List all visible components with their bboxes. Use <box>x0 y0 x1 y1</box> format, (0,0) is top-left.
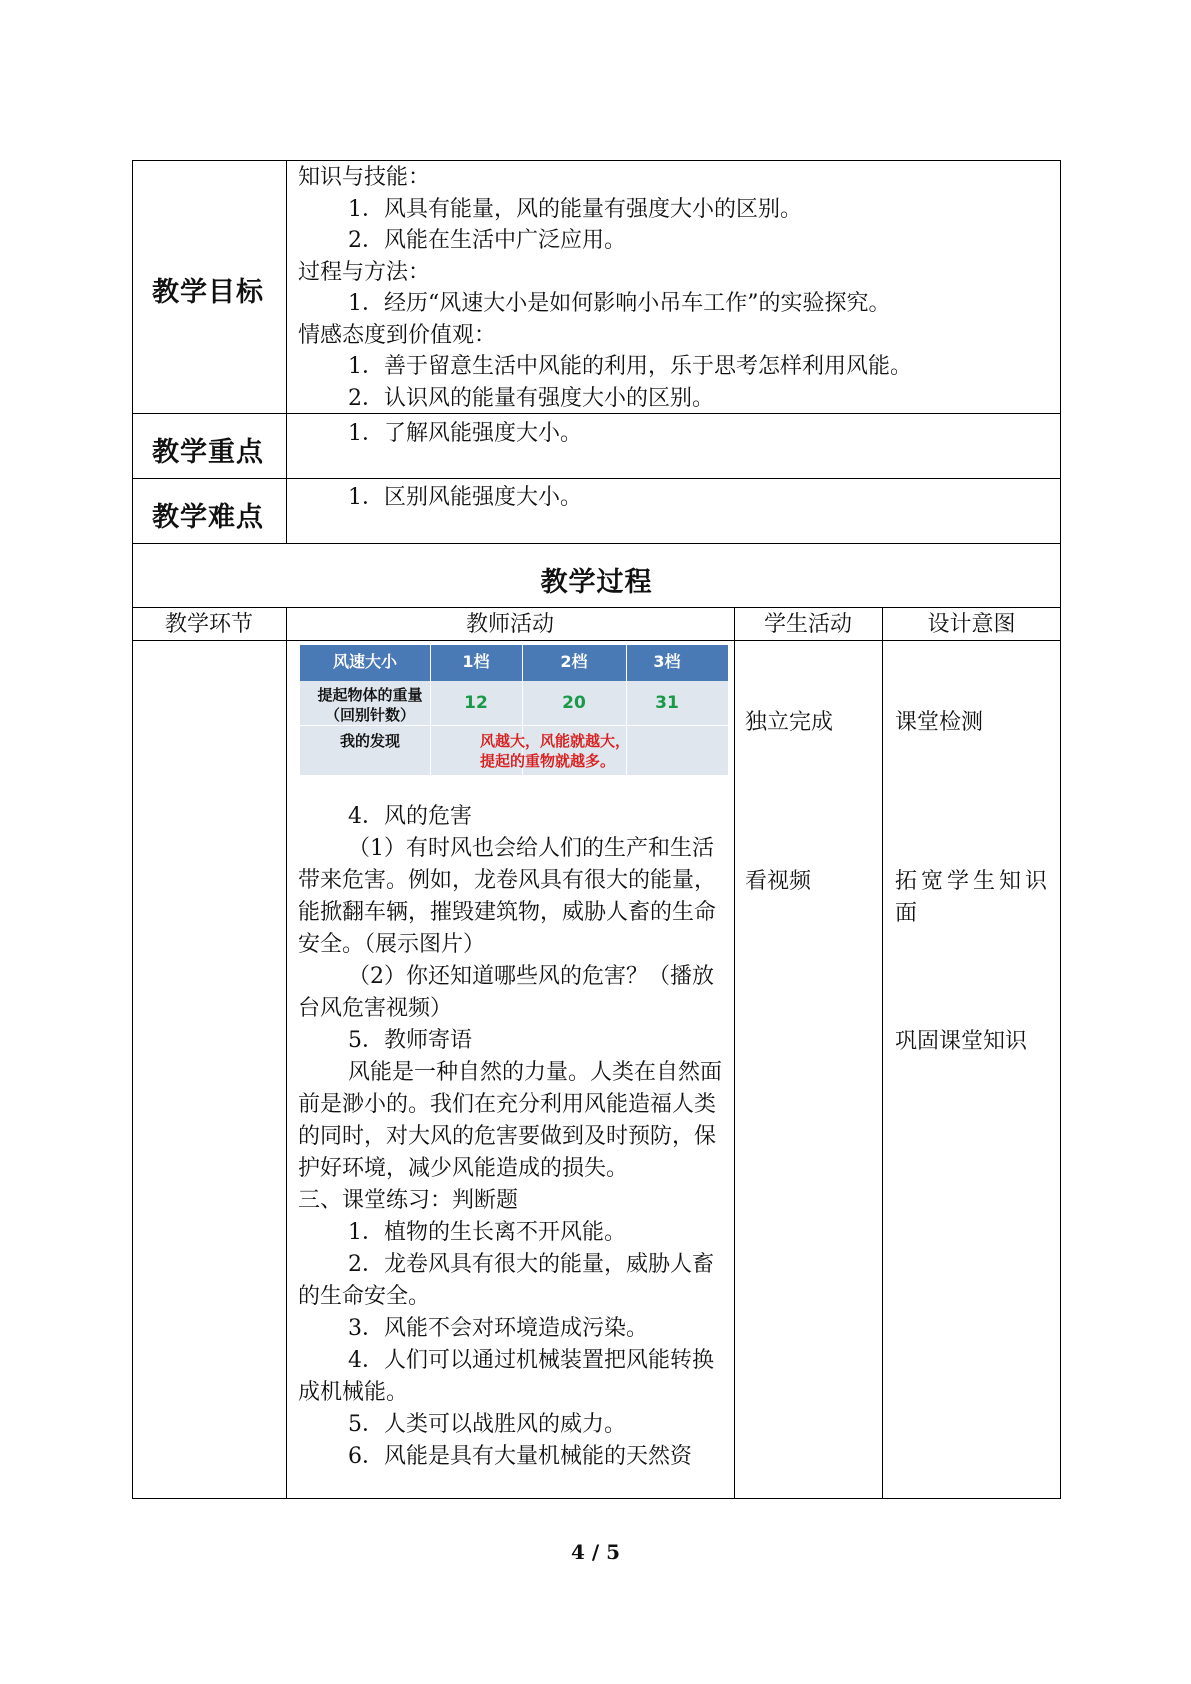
row-divider <box>132 543 1061 544</box>
teacher-paragraph: 6．风能是具有大量机械能的天然资 <box>348 1444 692 1469</box>
key-point-label: 教学重点 <box>152 437 264 468</box>
column-header: 教学环节 <box>164 612 253 637</box>
wind-table-value: 31 <box>655 693 679 713</box>
teacher-paragraph: 三、课堂练习：判断题 <box>298 1188 519 1213</box>
process-title: 教学过程 <box>540 567 653 598</box>
column-header: 学生活动 <box>763 612 852 637</box>
teacher-paragraph: 5．人类可以战胜风的威力。 <box>348 1412 626 1437</box>
wind-table-header: 风速大小 <box>332 652 397 671</box>
teacher-paragraph: 2．龙卷风具有很大的能量，威胁人畜的生命安全。 <box>298 1252 714 1309</box>
wind-table-finding: 风越大，风能就越大， 提起的重物就越多。 <box>480 732 631 770</box>
wind-table-finding-label: 我的发现 <box>339 732 400 750</box>
objective-line: 1．经历“风速大小是如何影响小吊车工作”的实验探究。 <box>348 291 891 316</box>
student-activity: 独立完成 <box>745 710 834 735</box>
wind-table-value: 12 <box>464 693 488 713</box>
column-divider <box>286 160 287 543</box>
design-intent: 巩固课堂知识 <box>895 1029 1028 1054</box>
teacher-paragraph: （1）有时风也会给人们的生产和生活带来危害。例如，龙卷风具有很大的能量，能掀翻车辆，摧毁建筑物，威胁人畜的生命安全。（展示图片） <box>298 836 717 957</box>
design-intent: 拓宽学生知识面 <box>895 869 1050 926</box>
row-divider <box>132 478 1061 479</box>
objective-line: 1．风具有能量，风的能量有强度大小的区别。 <box>348 197 802 222</box>
wind-table-header: 1档 <box>462 652 490 671</box>
difficulty-text: 1．区别风能强度大小。 <box>348 485 582 510</box>
row-divider <box>132 607 1061 608</box>
wind-table-row-label: 提起物体的重量 （回别针数） <box>317 686 423 724</box>
wind-table-header: 2档 <box>560 652 588 671</box>
student-activity: 看视频 <box>745 869 812 894</box>
teacher-paragraph: 5．教师寄语 <box>348 1028 472 1053</box>
objective-line: 2．认识风的能量有强度大小的区别。 <box>348 386 714 411</box>
key-point-text: 1．了解风能强度大小。 <box>348 421 582 446</box>
objectives-label: 教学目标 <box>152 277 264 308</box>
objective-line: 1．善于留意生活中风能的利用，乐于思考怎样利用风能。 <box>348 354 912 379</box>
objective-line: 2．风能在生活中广泛应用。 <box>348 228 626 253</box>
teacher-paragraph: 3．风能不会对环境造成污染。 <box>348 1316 648 1341</box>
page-number: 4 / 5 <box>570 1540 621 1564</box>
column-divider <box>734 607 735 1499</box>
column-divider <box>882 607 883 1499</box>
teacher-paragraph: （2）你还知道哪些风的危害？（播放台风危害视频） <box>298 964 714 1021</box>
column-header: 设计意图 <box>927 612 1016 637</box>
wind-data-table <box>300 645 728 775</box>
objective-line: 知识与技能： <box>298 165 431 190</box>
teacher-paragraph: 4．风的危害 <box>348 804 472 829</box>
teacher-paragraph: 4．人们可以通过机械装置把风能转换成机械能。 <box>298 1348 714 1405</box>
wind-table-header: 3档 <box>653 652 681 671</box>
objective-line: 情感态度到价值观： <box>298 323 497 348</box>
teacher-activity <box>298 801 726 1473</box>
objective-line: 过程与方法： <box>298 260 431 285</box>
design-intent: 课堂检测 <box>895 710 984 735</box>
column-header: 教师活动 <box>465 612 554 637</box>
teacher-paragraph: 风能是一种自然的力量。人类在自然面前是渺小的。我们在充分利用风能造福人类的同时，对大风的危害要做到及时预防，保护好环境，减少风能造成的损失。 <box>298 1060 723 1181</box>
column-divider <box>286 607 287 1499</box>
difficulty-label: 教学难点 <box>152 502 264 533</box>
wind-table-value: 20 <box>562 693 586 713</box>
teacher-paragraph: 1．植物的生长离不开风能。 <box>348 1220 626 1245</box>
